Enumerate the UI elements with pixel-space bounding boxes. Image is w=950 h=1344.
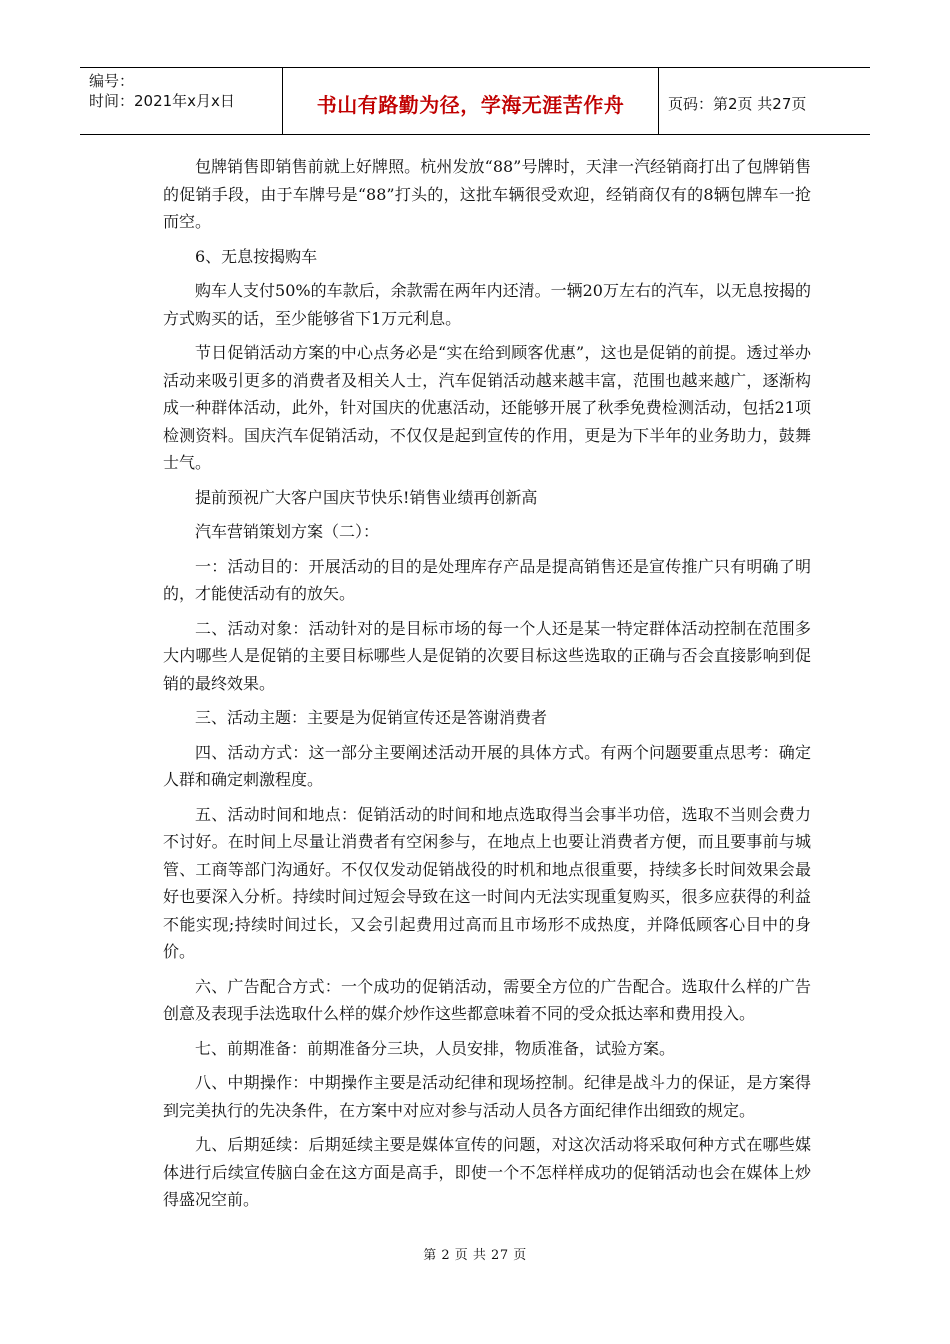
page-header [80, 67, 870, 135]
page-footer: 第 2 页 共 27 页 [423, 1248, 527, 1263]
header-motto: 书山有路勤为径，学海无涯苦作舟 [283, 68, 659, 134]
paragraph: 七、前期准备：前期准备分三块，人员安排，物质准备，试验方案。 [195, 1038, 676, 1058]
paragraph: 三、活动主题：主要是为促销宣传还是答谢消费者 [195, 708, 548, 727]
section-heading: 汽车营销策划方案（二）： [195, 522, 380, 541]
document-date: 时间：2021年x月x日 [89, 92, 235, 110]
paragraph: 六、广告配合方式：一个成功的促销活动，需要全方位的广告配合。选取什么样的广告创意及表现手法选取什么样的媒介炒作这些都意味着不同的受众抵达率和费用投入。 [163, 976, 811, 1023]
header-page-info: 页码：第2页 共27页 [668, 94, 807, 113]
paragraph: 包牌销售即销售前就上好牌照。杭州发放“88”号牌时，天津一汽经销商打出了包牌销售的促销手段，由于车牌号是“88”打头的，这批车辆很受欢迎，经销商仅有的8辆包牌车一抢而空。 [163, 157, 811, 231]
paragraph: 提前预祝广大客户国庆节快乐!销售业绩再创新高 [195, 487, 538, 507]
header-meta [80, 68, 283, 134]
section-heading: 6、无息按揭购车 [195, 246, 318, 266]
paragraph: 一：活动目的：开展活动的目的是处理库存产品是提高销售还是宣传推广只有明确了明的，才能使活动有的放矢。 [163, 556, 811, 603]
document-body [163, 153, 811, 1221]
paragraph: 二、活动对象：活动针对的是目标市场的每一个人还是某一特定群体活动控制在范围多大内哪些人是促销的主要目标哪些人是促销的次要目标这些选取的正确与否会直接影响到促销的最终效果。 [163, 618, 811, 693]
paragraph: 四、活动方式：这一部分主要阐述活动开展的具体方式。有两个问题要重点思考：确定人群和确定刺激程度。 [163, 742, 811, 789]
paragraph: 节日促销活动方案的中心点务必是“实在给到顾客优惠”，这也是促销的前提。透过举办活动来吸引更多的消费者及相关人士，汽车促销活动越来越丰富，范围也越来越广，逐渐构成一种群体活动，此外，针对国庆的优惠活动，还能够开展了秋季免费检测活动，包括21项检测资料。国庆汽车促销活动，不仅仅是起到宣传的作用，更是为下半年的业务助力，鼓舞士气。 [163, 343, 811, 472]
paragraph: 五、活动时间和地点：促销活动的时间和地点选取得当会事半功倍，选取不当则会费力不讨好。在时间上尽量让消费者有空闲参与，在地点上也要让消费者方便，而且要事前与城管、工商等部门沟通好。不仅仅发动促销战役的时机和地点很重要，持续多长时间效果会最好也要深入分析。持续时间过短会导致在这一时间内无法实现重复购买，很多应获得的利益不能实现;持续时间过长，又会引起费用过高而且市场形不成热度，并降低顾客心目中的身价。 [163, 804, 811, 961]
document-number-label: 编号： [89, 72, 135, 90]
paragraph: 九、后期延续：后期延续主要是媒体宣传的问题，对这次活动将采取何种方式在哪些媒体进行后续宣传脑白金在这方面是高手，即使一个不怎样样成功的促销活动也会在媒体上炒得盛况空前。 [163, 1135, 811, 1209]
paragraph: 八、中期操作：中期操作主要是活动纪律和现场控制。纪律是战斗力的保证，是方案得到完美执行的先决条件，在方案中对应对参与活动人员各方面纪律作出细致的规定。 [163, 1073, 811, 1120]
paragraph: 购车人支付50%的车款后，余款需在两年内还清。一辆20万左右的汽车，以无息按揭的方式购买的话，至少能够省下1万元利息。 [163, 281, 811, 328]
